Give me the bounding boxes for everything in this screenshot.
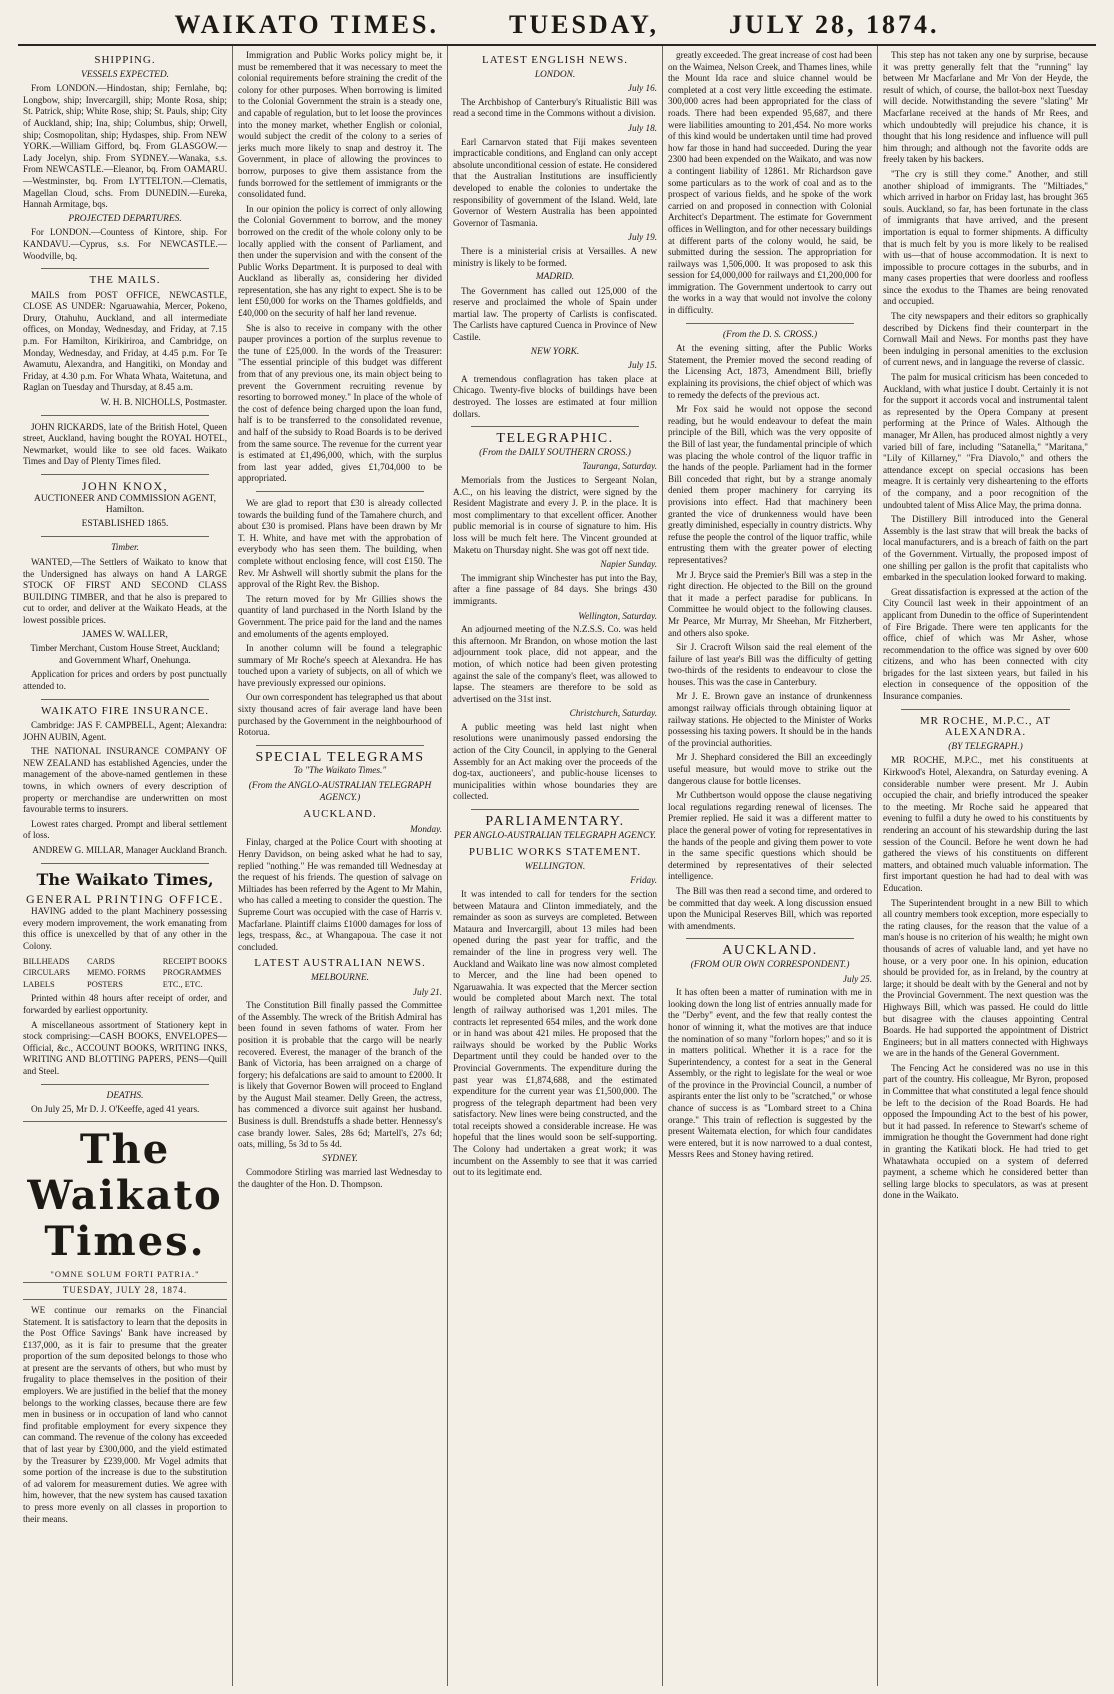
public-works-cont: greatly exceeded. The great increase of cost had been on the Waimea, Nelson Creek, and Thames lines, while the Mount Ida race and sluice channel would be completed at a cost very little exceeding the estimate. 300,000 acres had been appropriated for the class of roads. There had been expended 95,687, and there were liabilities amounting to 201,454. No more works of this kind would be undertaken until time had proved how far those in hand had succeeded. During the year 2300 had been expended on the Waikato, and was now a contingent liability of 12861. Mr Richardson gave some particulars as to the work of coal and as to the prospect of various fields, and he spoke of the work carried on and proposed in connection with Colonial Architect's Department. The estimate for Government offices in Wellington, and for other necessary buildings at different parts of the colony would, he said, be submitted during the session. The appropriation for railways was 1,506,000. It was proposed to ask this session for £4,000,000 for railways and £1,200,000 for immigration. The Government undertook to carry out the works in a way that would not involve the colony in difficulty.	[668, 50, 872, 316]
mails-text: MAILS from POST OFFICE, NEWCASTLE, CLOSE AS UNDER: Ngaruawahia, Mercer, Pokeno, Drury, Otahuhu, Auckland, and all intermediate offices, on Monday, Wednesday, and Friday, at 7.15 p.m. For Hamilton, Kirikiriroa, and Cambridge, on Monday, Wednesday, and Friday, at 4.45 p.m. For Te Awamutu, Alexandra, and Hangitiki, on Monday and Friday, at 4.30 p.m. For Whata Whata, Waitetuna, and Raglan on Tuesday and Thursday, at 8.45 a.m.	[23, 289, 227, 393]
local-news-2: The return moved for by Mr Gillies shows the quantity of land purchased in the North Island by the Government. The price paid for the land and the names and emoluments of the agents employed.	[238, 593, 442, 639]
public-works-place: WELLINGTON.	[524, 861, 586, 872]
tauranga-text: Memorials from the Justices to Sergeant Nolan, A.C., on his leaving the district, were signed by the Resident Magistrate and every J. P. in the place. It is most complimentary to that excellent officer. Another public memorial is in course of signature to him. His loss will be much felt here. The Vincent grounded at Maketu on Thursday night. She was got off next tide.	[453, 475, 657, 555]
auckland-letter-cont-2: "The cry is still they come." Another, and still another shipload of immigrants. The "Miltiades," which arrived in harbor on Friday last, has brought 365 souls. Auckland, so far, has been fortunate in the class of immigrants that have arrived, and the present importation is equal to former shipments. A difficulty that is much felt by you is more likely to be realised with us—that of house accommodation. It is next to impossible to procure cottages in the suburbs, and in many cases properties that were doorless and roofless since the exodus to the Thames are being renovated and occupied.	[883, 168, 1088, 307]
divider	[686, 938, 854, 939]
roche-text-3: The Fencing Act he considered was no use in this part of the country. His colleague, Mr Byron, proposed in Committee that what constituted a legal fence should be left to the decision of the Road Boards. He had opposed the Impounding Act to the best of his power, but it had passed. In reference to Stewart's scheme of immigration he thought the Government had done right in granting the Katikati block. He had tried to get Whatawhata occupied on a system of deferred payment, a scheme which he considered better than selling large blocks to speculators, as was at present done in the Waikato.	[883, 1062, 1088, 1201]
christchurch-text: A public meeting was held last night when resolutions were unanimously passed endorsing the action of the City Council, in applying to the General Assembly for an Act making over the proceeds of the dog-tax, auctioneers', and public-house licenses to municipalities within whose boundaries they are collected.	[453, 721, 657, 802]
printing-title: The Waikato Times,	[36, 869, 214, 889]
melbourne-text: The Constitution Bill finally passed the Committee of the Assembly. The wreck of the British Admiral has been found in seven fathoms of water. From her position it is probable that the cargo will be nearly recovered. Everest, the manager of the branch of the Bank of Victoria, has been arraigned on a charge of forgery; his defalcations are said to amount to £2000. It is likely that Governor Bowen will proceed to England by the August Mail steamer. Delly Green, the actress, has commenced a divorce suit against her husband. Business is dull. Brendstuffs a shade better. Hennessy's case brandy lower. Sales, 28s 6d; Martell's, 27s 6d; oats, milling, 5s 3d to 5s 4d.	[238, 1000, 442, 1150]
auckland-letter-date: July 25.	[842, 973, 872, 984]
london-text-1: The Archbishop of Canterbury's Ritualistic Bill was read a second time in the Commons without a division.	[453, 96, 657, 119]
divider	[41, 863, 209, 864]
printing-item: ETC., ETC.	[162, 979, 203, 989]
fire-insurance-heading: WAIKATO FIRE INSURANCE.	[41, 704, 209, 717]
licensing-text-3: Mr J. Bryce said the Premier's Bill was a step in the right direction. He objected to the Bill on the ground that it made a perfect paradise for publicans. In Committee he would object to the following clauses. Mr Pearce, Mr Murray, Mr Sheehan, Mr Fitzherbert, and others also spoke.	[668, 569, 872, 638]
divider	[471, 809, 639, 810]
new-york-date: July 15.	[627, 360, 657, 371]
column-1	[18, 46, 233, 1686]
printing-item: CIRCULARS	[23, 968, 71, 978]
divider	[41, 268, 209, 269]
licensing-text-8: The Bill was then read a second time, and ordered to be committed that day week. A long discussion ensued upon the Municipal Reserves Bill, which was reported with amendments.	[668, 885, 872, 931]
printing-item: RECEIPT BOOKS	[162, 956, 227, 966]
divider	[41, 536, 209, 537]
london-date-2: July 18.	[627, 122, 657, 133]
masthead	[18, 10, 1096, 46]
knox-name: JOHN KNOX,	[81, 479, 169, 493]
fire-text: THE NATIONAL INSURANCE COMPANY OF NEW ZEALAND has established Agencies, under the management of the above-named gentlemen in these towns, in which owners of every description of property or merchandise are underwritten on most favourable terms to insurers.	[23, 746, 227, 815]
cross-source: (From the D. S. CROSS.)	[722, 329, 818, 340]
divider	[256, 491, 424, 492]
divider	[41, 699, 209, 700]
wellington-date: Wellington, Saturday.	[578, 610, 657, 621]
departures-text: For LONDON.—Countess of Kintore, ship. For KANDAVU.—Cyprus, s.s. For NEWCASTLE.—Woodville, bq.	[23, 227, 227, 261]
auckland-letter-heading: AUCKLAND.	[722, 943, 818, 959]
licensing-text-5: Mr J. E. Brown gave an instance of drunkenness amongst railway officials through obtaining liquor at railway stations. He objected to the Minister of Works possessing his taxing powers. It should be in the hands of the provincial authorities.	[668, 691, 872, 748]
paper-title: The Waikato Times.	[27, 1125, 223, 1265]
editorial-cont-1: Immigration and Public Works policy might be, it must be remembered that it was necessary to meet the colonial requirements before straining the credit of the colony for other purposes. When borrowing is limited to the Colonial Government the strain is a steady one, and capable of regulation, but to let loose the provinces into the money market, whether English or colonial, would subject the credit of the colony to a series of jerks much more likely to snap and destroy it. The Government, in place of allowing the provinces to borrow, purposes to give them assistance from the funds borrowed for the settlement of immigrants or the consolidated fund.	[238, 50, 442, 200]
printing-note: Printed within 48 hours after receipt of order, and forwarded by earliest opportunity.	[23, 993, 227, 1015]
auckland-heading: AUCKLAND.	[303, 808, 377, 821]
printing-items-col-b	[87, 956, 146, 991]
divider	[41, 415, 209, 416]
column-2	[233, 46, 448, 1686]
auckland-letter-cont-3: The city newspapers and their editors so graphically described by Dickens find their counterpart in the Cornwall Mail and News. For months past they have been indulging in personal amenities to the exclusion of current news, and in language the reverse of classic.	[883, 311, 1088, 368]
special-telegrams-heading: SPECIAL TELEGRAMS	[255, 749, 425, 765]
printing-items	[23, 956, 227, 991]
napier-date: Napier Sunday.	[600, 559, 657, 570]
auckland-letter-cont-6: Great dissatisfaction is expressed at the action of the City Council last week in their appointment of an applicant from Dunedin to the office of Superintendent of Fire Brigade. There were ten applicants for the office, chief of which was Mr Asher, whose recommendation to the office was signed by over 600 citizens, and who has been connected with city brigades for the last sixteen years, but failed in his election in consequence of the opposition of the Insurance companies.	[883, 586, 1088, 702]
editorial-cont-3: She is also to receive in company with the other pauper provinces a portion of the surplus revenue to the tune of £25,000. In the words of the Treasurer: "The essential principle of this budget was different from that of any previous one, its main object being to prevent the Government recruiting revenue by resorting to borrowed money." In place of the whole of the cost of defence being charged upon the loan fund, half is to be transferred to the consolidated revenue, and half of the subsidy to Road Boards is to be derived from the same source. The revenue for the current year is estimated at £1,496,000, which, with the surplus from last year added, gives £1,704,000 to be appropriated.	[238, 322, 442, 484]
licensing-text-4: Sir J. Cracroft Wilson said the real element of the failure of last year's Bill was the difficulty of getting two-thirds of the residents to endeavour to close the houses. This was the case in Canterbury.	[668, 642, 872, 687]
auckland-letter-cont-5: The Distillery Bill introduced into the General Assembly is the last straw that will break the backs of local manufacturers, and is a breach of faith on the part of the Government. Virtually, the proposed impost of one shilling per gallon is the profit that capitalists who embarked in the speculation looked forward to making.	[883, 514, 1088, 583]
auckland-letter-cont-4: The palm for musical criticism has been conceded to Auckland, with what justice I doubt. Certainly it is not for the support it accords vocal and instrumental talent as represented by the Opera Company at present performing at the Prince of Wales. Although the manager, Mr Allen, has produced almost nightly a very varied bill of fare, including "Satanella," "Maritana," "Lily of Killarney," "Fra Diavolo," and others the attendance except on special occasions has been meagre. It is certainly very disheartening to the efforts of the company, and a poor recognition of the undoubted talent of Miss Alice May, the prima donna.	[883, 372, 1088, 510]
divider	[471, 426, 639, 427]
new-york-text: A tremendous conflagration has taken place at Chicago. Twenty-five blocks of buildings have been destroyed. The losses are estimated at four million dollars.	[453, 373, 657, 419]
printing-item: POSTERS	[87, 979, 123, 989]
postmaster: W. H. B. NICHOLLS, Postmaster.	[100, 397, 227, 408]
divider	[901, 709, 1070, 710]
printing-item: LABELS	[23, 979, 55, 989]
mails-heading: THE MAILS.	[89, 274, 161, 287]
fire-manager: ANDREW G. MILLAR, Manager Auckland Branch.	[32, 845, 227, 856]
local-news-3: In another column will be found a telegraphic summary of Mr Roche's speech at Alexandra. He has touched upon a variety of subjects, on all of which we have previously expressed our opinions.	[238, 643, 442, 688]
roche-heading: MR ROCHE, M.P.C., AT ALEXANDRA.	[919, 714, 1052, 739]
auckland-letter-text: It has often been a matter of rumination with me in looking down the long list of entries annually made for the "Derby" event, and the few that really contest the honor of winning it, what the motives are that induce the nomination of so many "forlorn hopes;" and so it is in matters political. Whether it is a race for the Superintendency, a contest for a seat in the General Assembly, or the right to legislate for the weal or woe of the province in the Provincial Council, a number of aspirants enter the list only to be "scratched," or whose chance of success is as "Lombard street to a China orange." This train of reflection is suggested by the present Waitemata election, for which four candidates were entered, but it is now narrowed to a dual contest, Messrs Rees and Stoney having retired.	[668, 987, 872, 1160]
paper-motto: "OMNE SOLUM FORTI PATRIA."	[50, 1268, 200, 1279]
licensing-text-6: Mr J. Shephard considered the Bill an exceedingly useful measure, but would move to strike out the dangerous clause for bottle licenses.	[668, 752, 872, 786]
column-5	[878, 46, 1093, 1686]
shipping-heading: SHIPPING.	[94, 54, 156, 66]
parliamentary-heading: PARLIAMENTARY.	[485, 814, 625, 830]
christchurch-date: Christchurch, Saturday.	[569, 708, 657, 719]
special-telegrams-sub: To "The Waikato Times."	[293, 766, 387, 777]
waller-note: Application for prices and orders by post punctually attended to.	[23, 669, 227, 691]
divider	[41, 1084, 209, 1085]
special-telegrams-agency: (From the ANGLO-AUSTRALIAN TELEGRAPH AGENCY.)	[248, 781, 432, 803]
melbourne-heading: MELBOURNE.	[310, 972, 370, 983]
auckland-letter-source: (FROM OUR OWN CORRESPONDENT.)	[690, 959, 850, 970]
roche-text-2: The Superintendent brought in a new Bill to which all country members took exception, more especially to the rating clauses, for the reason that the value of a man's house is no criterion of his wealth; he might own thousands of acres of valuable land, and yet have no house, or a very poor one. In his opinion, education should be provided for, as in Ireland, by the country at large; it should be dealt with by the General and not by the Provincial Government. The next question was the Highways Bill, which was passed. He could do little but disagree with the clauses appointing Central Boards. He had supported the appointment of District Engineers; but in all matters connected with Highways we are in the hands of the General Government.	[883, 897, 1088, 1059]
london-text-2: Earl Carnarvon stated that Fiji makes seventeen impracticable conditions, and England can only accept absolute unconditional cession of estate. He considered that the Australian Institutions are insufficiently developed to enable the colonies to undertake the responsibility of government of the Island. Weld, late Governor of Western Australia has been appointed Governor of Tasmania.	[453, 136, 657, 228]
timber-heading: Timber.	[111, 543, 139, 554]
new-york-heading: NEW YORK.	[530, 346, 580, 357]
madrid-text: The Government has called out 125,000 of the reserve and proclaimed the whole of Spain under martial law. The property of Carlists is confiscated. The Carlists have captured Cuenca in Province of New Castile.	[453, 285, 657, 343]
public-works-heading: PUBLIC WORKS STATEMENT.	[468, 846, 642, 859]
licensing-text-1: At the evening sitting, after the Public Works Statement, the Premier moved the second reading of the Licensing Act, 1873, Amendment Bill, briefly explaining its provisions, the chief object of which was to remedy the defects of the previous act.	[668, 343, 872, 400]
masthead-title: WAIKATO TIMES.	[174, 10, 439, 39]
printing-item: CARDS	[87, 956, 115, 966]
editorial-cont-2: In our opinion the policy is correct of only allowing the Colonial Government to borrow, and the money borrowed on the credit of the whole colony only to be locally applied with the consent of Parliament, and then under the supervision and with the consent of the Public Works Department. It is purposed to deal with Auckland as liberally as, considering her divided representation, she has any right to expect. She is to be lent £50,000 for works on the Thames goldfields, and £40,000 on the security of half her land revenue.	[238, 203, 442, 319]
deaths-heading: DEATHS.	[106, 1090, 144, 1101]
masthead-day: TUESDAY,	[508, 10, 659, 39]
columns	[18, 46, 1096, 1686]
telegraphic-heading: TELEGRAPHIC.	[496, 431, 614, 447]
vessels-heading: VESSELS EXPECTED.	[80, 69, 169, 80]
english-news-heading: LATEST ENGLISH NEWS.	[482, 54, 628, 66]
knox-established: ESTABLISHED 1865.	[81, 518, 169, 529]
tauranga-date: Tauranga, Saturday.	[582, 461, 657, 472]
local-news-4: Our own correspondent has telegraphed us that about sixty thousand acres of fair average land have been purchased by the Government in the neighbourhood of Rotorua.	[238, 692, 442, 738]
roche-text-1: MR ROCHE, M.P.C., met his constituents at Kirkwood's Hotel, Alexandra, on Saturday evening. A considerable number were present. Mr J. Aubin occupied the chair, and briefly introduced the speaker to the meeting. Mr Roche said he appeared that evening to fulfil a duty he owed to his constituents by rendering an account of his stewardship during the last session of the Council. Before he went down he had gathered the views of his constituents on different matters, and obtained much valuable information. The first important question he had had to deal with was Education.	[883, 755, 1088, 893]
editorial-text: WE continue our remarks on the Financial Statement. It is satisfactory to learn that the deposits in the Post Office Savings' Bank have increased by £137,000, as it is fair to presume that the greater proportion of the sum deposited belongs to those who at present are the servants of others, but who must by frugality to place themselves in the position of their employers. We are justified in the belief that the money belongs to the working classes, because there are few men in business or in occupation of land who cannot find profitable employment for every sixpence they can command. The revenue of the colony has exceeded that of last year by £300,000, and the yield estimated by the Treasurer by £239,000. Mr Vogel admits that some portion of the increase is due to the substitution of ad valorem for measurement duties. We agree with him, however, that the new system has caused taxation to press more evenly on all classes in proportion to their means.	[23, 1304, 227, 1524]
sydney-text: Commodore Stirling was married last Wednesday to the daughter of the Hon. D. Thompson.	[238, 1167, 442, 1190]
napier-text: The immigrant ship Winchester has put into the Bay, after a fine passage of 84 days. She brings 430 immigrants.	[453, 572, 657, 606]
public-works-date: Friday.	[630, 875, 657, 886]
fire-rates: Lowest rates charged. Prompt and liberal settlement of loss.	[23, 818, 227, 841]
departures-heading: PROJECTED DEPARTURES.	[68, 213, 182, 224]
public-works-text: It was intended to call for tenders for the section between Mataura and Clinton immediately, and the remainder as soon as surveys are completed. Between Mataura and Invercargill, about 13 miles had been opened during the past year for traffic, and the remainder of the line in progress very well. The Auckland and Waikato line was now almost completed to Mercer, and the line had been opened to Ngaruawahia. It was expected that the Mercer section would be completed about March next. The total length of railway authorised was 1,201 miles. The contracts let represented 654 miles, and the work done or in hand was about 421 miles. He proposed that the railways should be worked by the Public Works Department until they could be handed over to the Provincial Governments. The expenditure during the past year was £1,874,688, and the estimated expenditure for the current year was £1,500,000. The progress of the telegraph department had been very satisfactory. New lines were being constructed, and the total receipts showed a considerable increase. He was hopeful that the lines would soon be self-supporting. The Colony had undertaken a great work; it was incumbent on the Assembly to see that it was carried out to its legitimate end.	[453, 889, 657, 1178]
parliamentary-agency: PER ANGLO-AUSTRALIAN TELEGRAPH AGENCY.	[454, 830, 656, 841]
roche-source: (BY TELEGRAPH.)	[948, 741, 1023, 752]
london-text-3: There is a ministerial crisis at Versailles. A new ministry is likely to be formed.	[453, 245, 657, 268]
column-3	[448, 46, 663, 1686]
printing-item: PROGRAMMES	[162, 968, 222, 978]
licensing-text-7: Mr Cuthbertson would oppose the clause negativing local regulations regarding renewal of licenses. The Premier replied. He said it was a different matter to place the general power of voting for representatives in the hands of the people and giving them power to vote in the same specific questions which should be determined by representatives of their selected intelligence.	[668, 790, 872, 882]
sydney-heading: SYDNEY.	[322, 1153, 358, 1164]
divider	[23, 1121, 227, 1122]
melbourne-date: July 21.	[412, 986, 442, 997]
deaths-text: On July 25, Mr D. J. O'Keeffe, aged 41 years.	[31, 1104, 200, 1115]
printing-item: MEMO. FORMS	[87, 968, 146, 978]
licensing-text-2: Mr Fox said he would not oppose the second reading, but he would endeavour to defeat the main principle of the Bill, which was the very opposite of the Bill of last year, the fundamental principle of which was placing the whole control of the liquor traffic in the hands of the people. Parliament had in the former Bill conceded that right, but by a strange anomaly denied them proper machinery for carrying its provisions into effect. Had that machinery been granted the vice of drunkenness would have been greatly diminished, especially in country districts. Why refuse the people the control of the liquor traffic, while entrusting them with the greater power of electing representatives?	[668, 404, 872, 565]
telegraphic-source: (From the DAILY SOUTHERN CROSS.)	[479, 447, 631, 458]
wellington-text: An adjourned meeting of the N.Z.S.S. Co. was held this afternoon. Mr Brandon, on whose motion the last adjournment took place, did not appear, and the motion, of which notice had been given protesting against the sale of the company's fleet, was allowed to lapse. The steamers are therefore to be sold as advertised on the 31st inst.	[453, 624, 657, 704]
printing-items-col-c	[163, 956, 227, 991]
local-news-1: We are glad to report that £30 is already collected towards the building fund of the Tamahere church, and about £30 is promised. Plans have been drawn by Mr T. H. White, and have met with the approbation of everybody who has seen them. The building, when complete without enclosing fence, will cost £150. The Rev. Mr Ashwell will shortly submit the plans for the approval of the Right Rev. the Bishop.	[238, 497, 442, 590]
masthead-date: JULY 28, 1874.	[728, 10, 940, 39]
printing-subtitle: GENERAL PRINTING OFFICE.	[26, 891, 224, 906]
timber-text: WANTED,—The Settlers of Waikato to know that the Undersigned has always on hand A LARGE STOCK OF FIRST AND SECOND CLASS BUILDING TIMBER, and that he also is prepared to cut to order, and deliver at the Waikato Heads, at the lowest possible prices.	[23, 556, 227, 625]
madrid-heading: MADRID.	[535, 272, 575, 283]
fire-agents: Cambridge: JAS F. CAMPBELL, Agent; Alexandra: JOHN AUBIN, Agent.	[23, 720, 227, 742]
auckland-text: Finlay, charged at the Police Court with shooting at Henry Davidson, on being asked what he had to say, replied "nothing." He was remanded till Wednesday at the request of his friends. The question of salvage on Miltiades has been referred by the Agent to Mr Mahin, who has called a meeting to consider the question. The Supreme Court was occupied with the case of Harris v. Macfarlane. Plaintiff claims £1000 damages for loss of legs, trespass, &c., at Whangapoua. The case it not concluded.	[238, 837, 442, 952]
auckland-date: Monday.	[410, 823, 442, 834]
auckland-letter-cont-1: This step has not taken any one by surprise, because it was pretty generally felt that the "running" lay between Mr Macfarlane and Mr Von der Heyde, the result of which, of course, the ballot-box next Tuesday will decide. Notwithstanding the severe "slating" Mr Macfarlane received at the hands of Mr Rees, and which undoubtedly will prejudice his chance, it is thought that his long residence and influence will pull him through; and although not the favorite odds are freely taken by his backers.	[883, 50, 1088, 165]
divider	[41, 474, 209, 475]
london-date-3: July 19.	[627, 232, 657, 243]
printing-items-col-a	[23, 956, 70, 991]
australian-news-heading: LATEST AUSTRALIAN NEWS.	[254, 957, 426, 970]
stationery-text: A miscellaneous assortment of Stationery kept in stock comprising:—CASH BOOKS, ENVELOPES—Official, &c., ACCOUNT BOOKS, WRITING INKS, WRITING AND BLOTTING PAPERS, PENS—Quill and Steel.	[23, 1019, 227, 1076]
column-4	[663, 46, 878, 1686]
printing-item: BILLHEADS	[23, 956, 70, 966]
vessels-text: From LONDON.—Hindostan, ship; Fernlahe, bq; Longbow, ship; Invercargill, ship; Monte Rosa, ship; St. Patrick, ship; White Rose, ship; St. Pauls, ship; City of Auckland, ship; Ina, ship; Columbus, ship; Orwell, ship; Cosmopolitan, ship; Hydaspes, ship. From NEW YORK.—William Gifford, bq. From GLASGOW.—Lady Jocelyn, ship. From SYDNEY.—Wanaka, s.s. From NEWCASTLE.—Eleanor, bq. From OAMARU.—Westminster, bq. From LYTTELTON.—Clematis, Magellan Cloud, schs. From DUNEDIN.—Eureka, Hannah Armitage, bqs.	[23, 83, 227, 210]
knox-line: AUCTIONEER AND COMMISSION AGENT, Hamilton.	[34, 493, 216, 516]
paper-dateline: TUESDAY, JULY 28, 1874.	[23, 1282, 227, 1300]
london-date-1: July 16.	[627, 83, 657, 94]
waller-text: Timber Merchant, Custom House Street, Auckland; and Government Wharf, Onehunga.	[30, 643, 220, 665]
waller-name: JAMES W. WALLER,	[82, 629, 168, 640]
printing-text: HAVING added to the plant Machinery possessing every modern improvement, the work emanating from this office is unexcelled by that of any other in the Colony.	[23, 906, 227, 951]
hotel-ad: JOHN RICKARDS, late of the British Hotel, Queen street, Auckland, having bought the ROYAL HOTEL, Newmarket, would like to see old faces. Waikato Times and Day of Plenty Times filed.	[23, 421, 227, 467]
divider	[686, 323, 854, 324]
divider	[256, 745, 424, 746]
london-heading: LONDON.	[534, 69, 576, 80]
